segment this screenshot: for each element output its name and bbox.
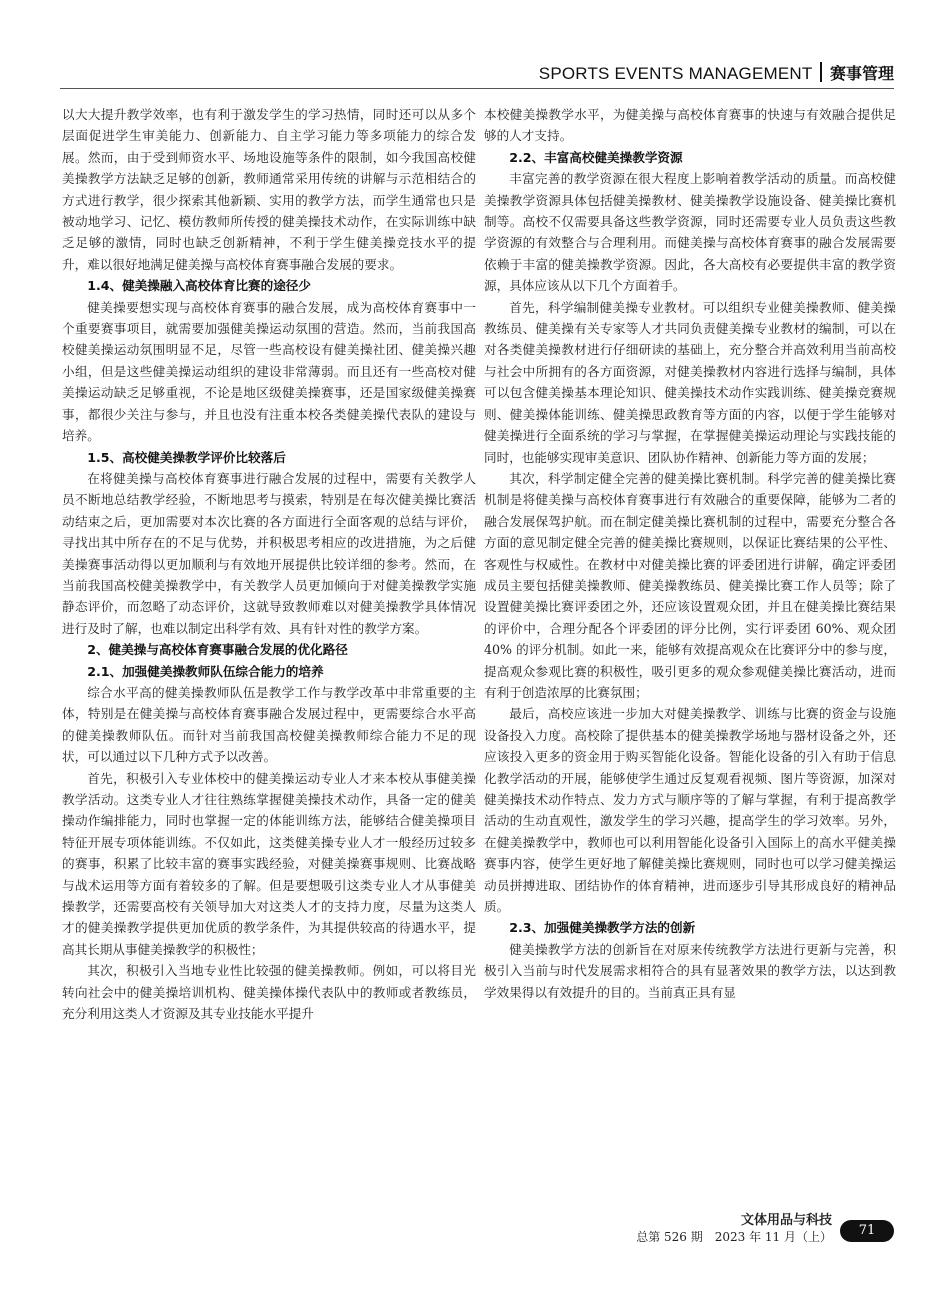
right-column	[484, 104, 896, 1003]
issue-info: 总第 526 期 2023 年 11 月（上）	[636, 1230, 832, 1244]
page-footer	[636, 1212, 894, 1246]
header-rule	[60, 88, 894, 89]
paragraph: 本校健美操教学水平，为健美操与高校体育赛事的快速与有效融合提供足够的人才支持。	[484, 107, 896, 144]
paragraph: 首先，科学编制健美操专业教材。可以组织专业健美操教师、健美操教练员、健美操有关专家等人才共同负责健美操专业教材的编制，可以在对各类健美操教材进行仔细研读的基础上，充分整合并高效利用当前高校与社会中所拥有的各方面资源，对健美操教材内容进行选择与编制，具体可以包含健美操基本理论知识、健美操技术动作实践训练、健美操竞赛规则、健美操体能训练、健美操思政教育等方面的内容，以便于学生能够对健美操进行全面系统的学习与掌握，在掌握健美操运动理论与实践技能的同时，也能够实现审美意识、团队协作精神、创新能力等方面的发展；	[484, 299, 896, 465]
paragraph: 健美操要想实现与高校体育赛事的融合发展，成为高校体育赛事中一个重要赛事项目，就需要加强健美操运动氛围的营造。然而，当前我国高校健美操运动氛围明显不足，尽管一些高校设有健美操社团、健美操兴趣小组，但是这些健美操运动组织的建设非常薄弱。而且还有一些高校对健美操运动缺乏足够重视，不论是地区级健美操赛事，还是国家级健美操赛事，都很少关注与参与，并且也没有注重本校各类健美操代表队的建设与培养。	[62, 299, 476, 444]
paragraph: 综合水平高的健美操教师队伍是教学工作与教学改革中非常重要的主体，特别是在健美操与高校体育赛事融合发展过程中，更需要综合水平高的健美操教师队伍。而针对当前我国高校健美操教师综合能力不足的现状，可以通过以下几种方式予以改善。	[62, 684, 476, 765]
section-heading-2: 2、健美操与高校体育赛事融合发展的优化路径	[87, 642, 348, 658]
paragraph: 首先，积极引入专业体校中的健美操运动专业人才来本校从事健美操教学活动。这类专业人才往往熟练掌握健美操技术动作，具备一定的健美操动作编排能力，同时也掌握一定的体能训练方法，能够结合健美操项目特征开展专项体能训练。不仅如此，这类健美操专业人才一般经历过较多的赛事，积累了比较丰富的赛事实践经验，对健美操赛事规则、比赛战略与战术运用等方面有着较多的了解。但是要想吸引这类专业人才从事健美操教学，还需要高校有关领导加大对这类人才的支持力度，尽量为这类人才的健美操教学提供更加优质的教学条件，为其提供较高的待遇水平，提高其长期从事健美操教学的积极性；	[62, 770, 476, 957]
footer-info	[636, 1212, 840, 1246]
paragraph: 在将健美操与高校体育赛事进行融合发展的过程中，需要有关教学人员不断地总结教学经验，不断地思考与摸索，特别是在每次健美操比赛活动结束之后，更加需要对本次比赛的各方面进行全面客观的总结与评价，寻找出其中所存在的不足与优势，并积极思考相应的改进措施，为之后健美操赛事活动得以更加顺利与有效地开展提供比较详细的参考。然而，在当前我国高校健美操教学中，有关教学人员更加倾向于对健美操教学实施静态评价，而忽略了动态评价，这就导致教师难以对健美操教学具体情况进行及时了解，也难以制定出科学有效、具有针对性的教学方案。	[62, 470, 476, 636]
section-heading-2-3: 2.3、加强健美操教学方法的创新	[509, 920, 696, 936]
section-heading-2-1: 2.1、加强健美操教师队伍综合能力的培养	[87, 663, 324, 679]
section-heading-1-4: 1.4、健美操融入高校体育比赛的途径少	[87, 278, 311, 294]
paragraph: 其次，科学制定健全完善的健美操比赛机制。科学完善的健美操比赛机制是将健美操与高校体育赛事进行有效融合的重要保障，能够为二者的融合发展保驾护航。而在制定健美操比赛机制的过程中，需要充分整合各方面的意见制定健全完善的健美操比赛规则，以保证比赛结果的公平性、客观性与权威性。在教材中对健美操比赛的评委团进行讲解，确定评委团成员主要包括健美操教师、健美操教练员、健美操比赛工作人员等；除了设置健美操比赛评委团之外，还应该设置观众团，并且在健美操比赛结果的评价中，合理分配各个评委团的评分比例，实行评委团 60%、观众团 40% 的评分机制。如此一来，能够有效提高观众在比赛评分中的参与度，提高观众参观比赛的积极性，吸引更多的观众参观健美操比赛活动，进而有利于创造浓厚的比赛氛围；	[484, 470, 896, 700]
paragraph: 最后，高校应该进一步加大对健美操教学、训练与比赛的资金与设施设备投入力度。高校除了提供基本的健美操教学场地与器材设备之外，还应该投入更多的资金用于购买智能化设备。智能化设备的引入有助于信息化教学活动的开展，能够使学生通过反复观看视频、图片等资源，加深对健美操技术动作特点、发力方式与顺序等的了解与掌握，有利于提高教学活动的生动直观性，激发学生的学习兴趣，提高学生的学习效率。另外，在健美操教学中，教师也可以利用智能化设备引入国际上的高水平健美操赛事内容，使学生更好地了解健美操比赛规则，同时也可以学习健美操运动员拼搏进取、团结协作的体育精神，进而逐步引导其形成良好的精神品质。	[484, 706, 896, 915]
header-english-title: SPORTS EVENTS MANAGEMENT	[538, 64, 813, 83]
page-number: 71	[840, 1220, 894, 1242]
paragraph: 以大大提升教学效率，也有利于激发学生的学习热情，同时还可以从多个层面促进学生审美能力、创新能力、自主学习能力等多项能力的综合发展。然而，由于受到师资水平、场地设施等条件的限制，如今我国高校健美操教学方法缺乏足够的创新，教师通常采用传统的讲解与示范相结合的方式进行教学，很少探索其他新颖、实用的教学方法，而学生通常也只是被动地学习、记忆、模仿教师所传授的健美操技术动作，在实际训练中缺乏足够的激情，同时也缺乏创新精神，不利于学生健美操竞技水平的提升，难以很好地满足健美操与高校体育赛事融合发展的要求。	[62, 107, 476, 272]
section-heading-1-5: 1.5、高校健美操教学评价比较落后	[87, 449, 286, 465]
paragraph: 其次，积极引入当地专业性比较强的健美操教师。例如，可以将目光转向社会中的健美操培训机构、健美操体操代表队中的教师或者教练员，充分利用这类人才资源及其专业技能水平提升	[62, 963, 476, 1022]
header-chinese-title: 赛事管理	[829, 64, 894, 83]
running-header	[60, 52, 894, 84]
paragraph: 丰富完善的教学资源在很大程度上影响着教学活动的质量。而高校健美操教学资源具体包括健美操教材、健美操教学设施设备、健美操比赛机制等。高校不仅需要具备这些教学资源，同时还需要专业人员负责这些教学资源的有效整合与合理利用。而健美操与高校体育赛事的融合发展需要依赖于丰富的健美操教学资源。因此，各大高校有必要提供丰富的教学资源，具体应该从以下几个方面着手。	[484, 171, 896, 294]
journal-name: 文体用品与科技	[740, 1213, 832, 1228]
left-column	[62, 104, 476, 1024]
section-heading-2-2: 2.2、丰富高校健美操教学资源	[509, 149, 683, 165]
paragraph: 健美操教学方法的创新旨在对原来传统教学方法进行更新与完善，积极引入当前与时代发展需求相符合的具有显著效果的教学方法，以达到教学效果得以有效提升的目的。当前真正具有显	[484, 941, 896, 1000]
